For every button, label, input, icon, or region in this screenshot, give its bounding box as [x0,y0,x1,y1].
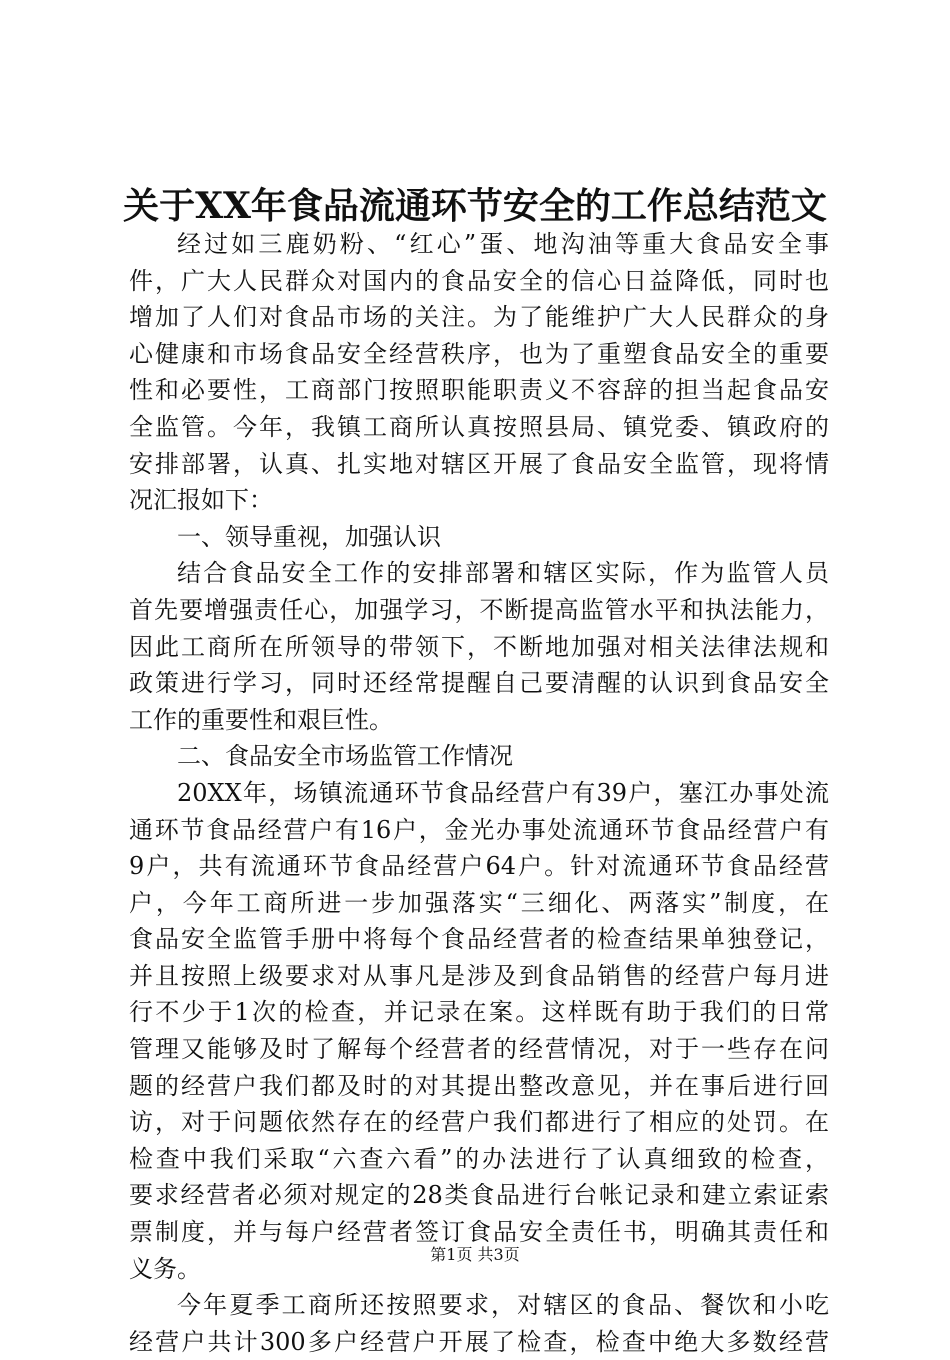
paragraph-line: 义务。 [129,1254,201,1283]
paragraph-line: 结合食品安全工作的安排部署和辖区实际，作为监管人员 [177,559,829,588]
paragraph-line: 首先要增强责任心，加强学习，不断提高监管水平和执法能力， [129,595,829,624]
paragraph-line: 管理又能够及时了解每个经营者的经营情况，对于一些存在问 [129,1035,829,1064]
paragraph-line: 通环节食品经营户有16户，金光办事处流通环节食品经营户有 [129,815,829,844]
paragraph-line: 检查中我们采取“六查六看”的办法进行了认真细致的检查， [129,1144,829,1173]
paragraph-line: 题的经营户我们都及时的对其提出整改意见，并在事后进行回 [129,1071,829,1100]
paragraph-line: 全监管。今年，我镇工商所认真按照县局、镇党委、镇政府的 [129,412,829,441]
paragraph-line: 政策进行学习，同时还经常提醒自己要清醒的认识到食品安全 [129,669,829,698]
paragraph-line: 20XX年，场镇流通环节食品经营户有39户，塞江办事处流 [177,778,829,807]
paragraph-line: 食品安全监管手册中将每个食品经营者的检查结果单独登记， [129,925,829,954]
paragraph-line: 要求经营者必须对规定的28类食品进行台帐记录和建立索证索 [129,1181,829,1210]
paragraph-line: 安排部署，认真、扎实地对辖区开展了食品安全监管，现将情 [129,449,829,478]
document-title: 关于XX年食品流通环节安全的工作总结范文 [123,185,827,227]
paragraph-line: 行不少于1次的检查，并记录在案。这样既有助于我们的日常 [129,998,829,1027]
paragraph-line: 况汇报如下： [129,486,273,515]
paragraph-line: 经营户共计300多户经营户开展了检查，检查中绝大多数经营 [129,1327,829,1356]
paragraph-line: 今年夏季工商所还按照要求，对辖区的食品、餐饮和小吃 [177,1291,829,1320]
paragraph-line: 票制度，并与每户经营者签订食品安全责任书，明确其责任和 [129,1218,829,1247]
paragraph-line: 户，今年工商所进一步加强落实“三细化、两落实”制度，在 [129,888,829,917]
paragraph-line: 性和必要性，工商部门按照职能职责义不容辞的担当起食品安 [129,376,829,405]
section-heading: 一、领导重视，加强认识 [177,522,441,551]
page-number: 第1页 共3页 [430,1245,520,1264]
section-heading: 二、食品安全市场监管工作情况 [177,742,513,771]
paragraph-line: 心健康和市场食品安全经营秩序，也为了重塑食品安全的重要 [129,339,829,368]
paragraph-line: 增加了人们对食品市场的关注。为了能维护广大人民群众的身 [129,303,829,332]
paragraph-line: 因此工商所在所领导的带领下，不断地加强对相关法律法规和 [129,632,829,661]
paragraph-line: 访，对于问题依然存在的经营户我们都进行了相应的处罚。在 [129,1108,829,1137]
paragraph-line: 并且按照上级要求对从事凡是涉及到食品销售的经营户每月进 [129,961,829,990]
paragraph-line: 经过如三鹿奶粉、“红心”蛋、地沟油等重大食品安全事 [177,230,829,258]
paragraph-line: 工作的重要性和艰巨性。 [129,705,393,734]
paragraph-line: 件，广大人民群众对国内的食品安全的信心日益降低，同时也 [129,266,829,295]
paragraph-line: 9户，共有流通环节食品经营户64户。针对流通环节食品经营 [129,852,829,881]
document-body [129,226,829,1360]
